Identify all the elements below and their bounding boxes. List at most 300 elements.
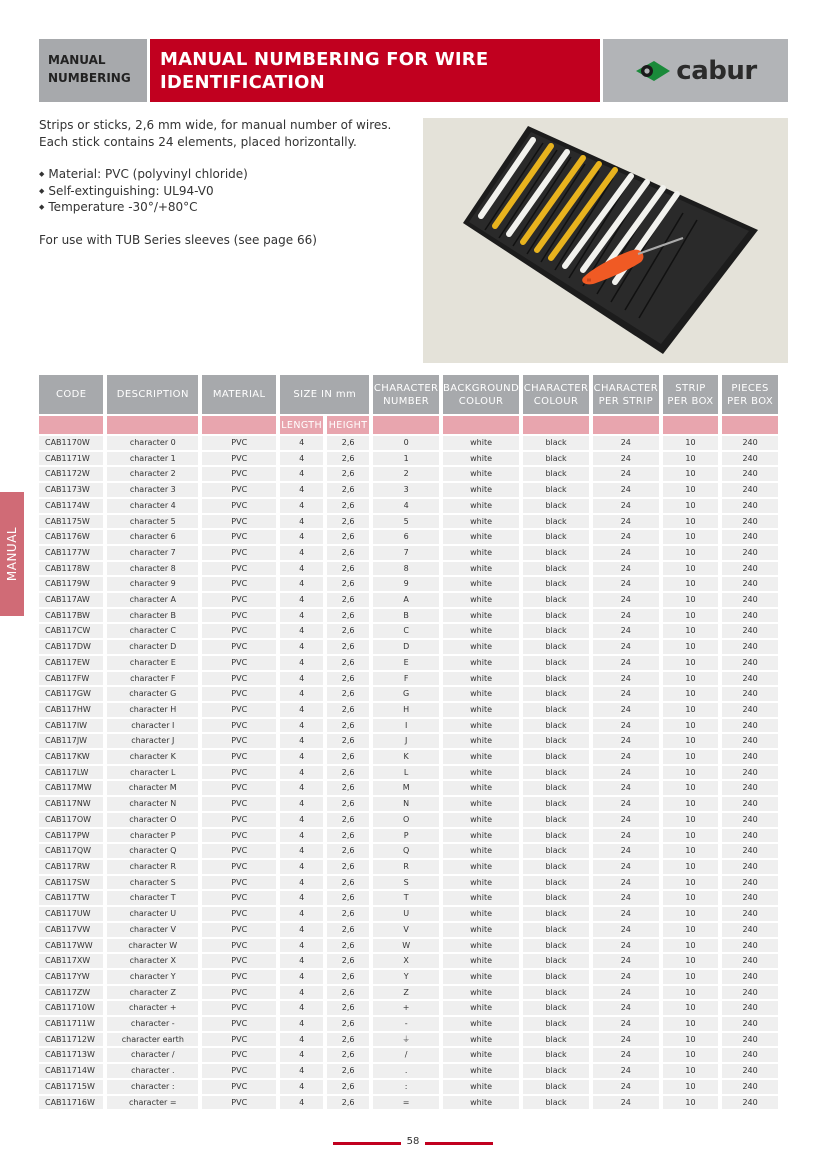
cell-length: 4 (280, 609, 323, 623)
cell-code: CAB11715W (39, 1080, 103, 1094)
cell-material: PVC (202, 766, 276, 780)
cell-strip-per-box: 10 (663, 530, 719, 544)
table-row (39, 703, 778, 717)
cell-pieces-per-box: 240 (722, 923, 778, 937)
page-title (150, 39, 600, 102)
cell-height: 2,6 (327, 923, 369, 937)
cell-length: 4 (280, 719, 323, 733)
cell-character-colour: black (523, 562, 589, 576)
cell-length: 4 (280, 970, 323, 984)
cell-character-per-strip: 24 (593, 577, 659, 591)
section-label-line2: NUMBERING (48, 71, 131, 85)
cell-pieces-per-box: 240 (722, 829, 778, 843)
cell-material: PVC (202, 829, 276, 843)
cell-character-per-strip: 24 (593, 530, 659, 544)
cell-height: 2,6 (327, 1080, 369, 1094)
cell-character-per-strip: 24 (593, 1001, 659, 1015)
cell-background-colour: white (443, 562, 519, 576)
subheader-blank (107, 416, 198, 434)
cell-background-colour: white (443, 467, 519, 481)
cell-material: PVC (202, 813, 276, 827)
cell-description: character E (107, 656, 198, 670)
table-row (39, 829, 778, 843)
cell-character-colour: black (523, 781, 589, 795)
cell-character-colour: black (523, 640, 589, 654)
col-header-description: DESCRIPTION (107, 375, 198, 414)
cell-description: character W (107, 939, 198, 953)
cell-character-per-strip: 24 (593, 1064, 659, 1078)
cell-material: PVC (202, 939, 276, 953)
cell-code: CAB117PW (39, 829, 103, 843)
table-row (39, 781, 778, 795)
col-header-character-number-l2: NUMBER (383, 395, 430, 407)
cell-height: 2,6 (327, 954, 369, 968)
cell-height: 2,6 (327, 656, 369, 670)
cell-strip-per-box: 10 (663, 1033, 719, 1047)
cell-character-number: T (373, 891, 439, 905)
cell-description: character 5 (107, 515, 198, 529)
cell-pieces-per-box: 240 (722, 813, 778, 827)
cell-character-number: - (373, 1017, 439, 1031)
footer-rule-right (425, 1142, 493, 1145)
cell-code: CAB117YW (39, 970, 103, 984)
cell-material: PVC (202, 844, 276, 858)
cell-character-per-strip: 24 (593, 891, 659, 905)
cell-code: CAB11713W (39, 1048, 103, 1062)
cell-character-per-strip: 24 (593, 499, 659, 513)
cell-character-number: : (373, 1080, 439, 1094)
cell-material: PVC (202, 577, 276, 591)
cell-character-colour: black (523, 719, 589, 733)
table-row (39, 1048, 778, 1062)
cell-character-per-strip: 24 (593, 766, 659, 780)
cell-pieces-per-box: 240 (722, 844, 778, 858)
product-photo (423, 118, 788, 363)
table-row (39, 766, 778, 780)
cell-height: 2,6 (327, 876, 369, 890)
table-row (39, 562, 778, 576)
cell-pieces-per-box: 240 (722, 891, 778, 905)
cell-character-number: U (373, 907, 439, 921)
table-row (39, 750, 778, 764)
cell-description: character / (107, 1048, 198, 1062)
cell-pieces-per-box: 240 (722, 734, 778, 748)
col-header-character-number-l1: CHARACTER (373, 382, 439, 394)
cell-background-colour: white (443, 1064, 519, 1078)
cell-material: PVC (202, 672, 276, 686)
cell-strip-per-box: 10 (663, 672, 719, 686)
table-row (39, 734, 778, 748)
cell-length: 4 (280, 829, 323, 843)
table-row (39, 624, 778, 638)
cell-background-colour: white (443, 1033, 519, 1047)
cell-height: 2,6 (327, 672, 369, 686)
cell-height: 2,6 (327, 436, 369, 450)
cell-background-colour: white (443, 986, 519, 1000)
brand-area (603, 39, 788, 102)
cell-character-number: 7 (373, 546, 439, 560)
cell-code: CAB1176W (39, 530, 103, 544)
cell-background-colour: white (443, 515, 519, 529)
cell-background-colour: white (443, 656, 519, 670)
cell-length: 4 (280, 1080, 323, 1094)
cell-description: character T (107, 891, 198, 905)
cell-character-number: 0 (373, 436, 439, 450)
cell-character-number: 2 (373, 467, 439, 481)
cell-description: character Z (107, 986, 198, 1000)
cell-height: 2,6 (327, 1064, 369, 1078)
cell-character-colour: black (523, 844, 589, 858)
cell-pieces-per-box: 240 (722, 1033, 778, 1047)
cell-description: character 0 (107, 436, 198, 450)
col-header-pieces-per-box (722, 375, 778, 414)
cell-height: 2,6 (327, 703, 369, 717)
cell-background-colour: white (443, 672, 519, 686)
cell-description: character 2 (107, 467, 198, 481)
cell-material: PVC (202, 734, 276, 748)
cell-character-per-strip: 24 (593, 907, 659, 921)
cell-code: CAB117VW (39, 923, 103, 937)
cell-code: CAB1174W (39, 499, 103, 513)
cell-height: 2,6 (327, 452, 369, 466)
section-label (39, 39, 147, 102)
cell-character-colour: black (523, 515, 589, 529)
cell-length: 4 (280, 876, 323, 890)
table-row (39, 640, 778, 654)
cell-height: 2,6 (327, 624, 369, 638)
cell-material: PVC (202, 954, 276, 968)
table-row (39, 907, 778, 921)
cell-pieces-per-box: 240 (722, 939, 778, 953)
cell-pieces-per-box: 240 (722, 546, 778, 560)
cell-material: PVC (202, 640, 276, 654)
feature-temperature: ◆ Temperature -30°/+80°C (39, 199, 411, 216)
cell-length: 4 (280, 499, 323, 513)
cell-height: 2,6 (327, 499, 369, 513)
cell-strip-per-box: 10 (663, 1064, 719, 1078)
table-row (39, 1017, 778, 1031)
col-header-height: HEIGHT (327, 416, 369, 434)
cell-code: CAB117SW (39, 876, 103, 890)
cell-description: character : (107, 1080, 198, 1094)
cell-material: PVC (202, 499, 276, 513)
cell-character-per-strip: 24 (593, 1048, 659, 1062)
cell-code: CAB117HW (39, 703, 103, 717)
cell-height: 2,6 (327, 719, 369, 733)
cell-pieces-per-box: 240 (722, 1080, 778, 1094)
cell-pieces-per-box: 240 (722, 499, 778, 513)
cell-strip-per-box: 10 (663, 1017, 719, 1031)
col-header-character-number (373, 375, 439, 414)
cell-length: 4 (280, 797, 323, 811)
col-header-pieces-per-box-l1: PIECES (731, 382, 769, 394)
cell-description: character earth (107, 1033, 198, 1047)
cell-background-colour: white (443, 624, 519, 638)
cell-character-number: Q (373, 844, 439, 858)
cell-character-colour: black (523, 907, 589, 921)
cell-material: PVC (202, 562, 276, 576)
cell-material: PVC (202, 1080, 276, 1094)
cell-length: 4 (280, 781, 323, 795)
cell-code: CAB117MW (39, 781, 103, 795)
cell-background-colour: white (443, 891, 519, 905)
cell-character-per-strip: 24 (593, 687, 659, 701)
cell-length: 4 (280, 640, 323, 654)
cell-code: CAB117GW (39, 687, 103, 701)
cell-length: 4 (280, 954, 323, 968)
table-row (39, 954, 778, 968)
cell-pieces-per-box: 240 (722, 515, 778, 529)
cell-character-number: 6 (373, 530, 439, 544)
cell-description: character S (107, 876, 198, 890)
cell-material: PVC (202, 1096, 276, 1110)
table-row (39, 719, 778, 733)
cell-material: PVC (202, 1017, 276, 1031)
cell-description: character F (107, 672, 198, 686)
cell-length: 4 (280, 766, 323, 780)
cell-strip-per-box: 10 (663, 844, 719, 858)
cell-character-per-strip: 24 (593, 467, 659, 481)
cell-strip-per-box: 10 (663, 876, 719, 890)
cell-strip-per-box: 10 (663, 703, 719, 717)
cell-height: 2,6 (327, 562, 369, 576)
cell-length: 4 (280, 562, 323, 576)
table-row (39, 546, 778, 560)
cell-length: 4 (280, 939, 323, 953)
cell-strip-per-box: 10 (663, 750, 719, 764)
cell-material: PVC (202, 860, 276, 874)
cell-material: PVC (202, 797, 276, 811)
cell-height: 2,6 (327, 546, 369, 560)
cell-character-per-strip: 24 (593, 986, 659, 1000)
cell-code: CAB117AW (39, 593, 103, 607)
cell-background-colour: white (443, 750, 519, 764)
cell-character-colour: black (523, 483, 589, 497)
cell-character-number: A (373, 593, 439, 607)
col-header-pieces-per-box-l2: PER BOX (727, 395, 774, 407)
cell-code: CAB117CW (39, 624, 103, 638)
subheader-blank (593, 416, 659, 434)
cell-strip-per-box: 10 (663, 687, 719, 701)
col-header-material: MATERIAL (202, 375, 276, 414)
cell-background-colour: white (443, 703, 519, 717)
cell-strip-per-box: 10 (663, 891, 719, 905)
cell-character-number: Z (373, 986, 439, 1000)
cell-length: 4 (280, 860, 323, 874)
subheader-blank (663, 416, 719, 434)
cell-character-per-strip: 24 (593, 1080, 659, 1094)
subheader-blank (39, 416, 103, 434)
cell-description: character 4 (107, 499, 198, 513)
cell-material: PVC (202, 1064, 276, 1078)
cell-character-number: 8 (373, 562, 439, 576)
subheader-blank (443, 416, 519, 434)
cell-character-number: R (373, 860, 439, 874)
cell-strip-per-box: 10 (663, 515, 719, 529)
cell-length: 4 (280, 1033, 323, 1047)
cell-length: 4 (280, 452, 323, 466)
section-label-line1: MANUAL (48, 53, 106, 67)
cell-pieces-per-box: 240 (722, 640, 778, 654)
cell-length: 4 (280, 546, 323, 560)
cell-background-colour: white (443, 860, 519, 874)
cell-strip-per-box: 10 (663, 656, 719, 670)
cell-strip-per-box: 10 (663, 1080, 719, 1094)
cell-character-per-strip: 24 (593, 954, 659, 968)
cell-code: CAB11716W (39, 1096, 103, 1110)
cell-character-number: 9 (373, 577, 439, 591)
cell-pieces-per-box: 240 (722, 1048, 778, 1062)
table-row (39, 876, 778, 890)
cell-character-per-strip: 24 (593, 734, 659, 748)
cell-length: 4 (280, 593, 323, 607)
cell-length: 4 (280, 483, 323, 497)
cell-height: 2,6 (327, 640, 369, 654)
cell-height: 2,6 (327, 609, 369, 623)
cell-character-per-strip: 24 (593, 970, 659, 984)
cell-height: 2,6 (327, 860, 369, 874)
cell-length: 4 (280, 467, 323, 481)
cell-height: 2,6 (327, 593, 369, 607)
cell-background-colour: white (443, 876, 519, 890)
cell-description: character 6 (107, 530, 198, 544)
cell-character-per-strip: 24 (593, 452, 659, 466)
cell-length: 4 (280, 813, 323, 827)
cell-description: character Y (107, 970, 198, 984)
cell-background-colour: white (443, 734, 519, 748)
cell-height: 2,6 (327, 891, 369, 905)
cell-character-colour: black (523, 499, 589, 513)
cell-code: CAB117OW (39, 813, 103, 827)
cell-strip-per-box: 10 (663, 1096, 719, 1110)
cell-background-colour: white (443, 452, 519, 466)
cell-character-colour: black (523, 891, 589, 905)
cell-code: CAB1171W (39, 452, 103, 466)
table-row (39, 986, 778, 1000)
cell-length: 4 (280, 672, 323, 686)
cell-description: character B (107, 609, 198, 623)
cell-strip-per-box: 10 (663, 766, 719, 780)
col-header-character-per-strip (593, 375, 659, 414)
cell-length: 4 (280, 1017, 323, 1031)
cell-description: character V (107, 923, 198, 937)
cell-background-colour: white (443, 577, 519, 591)
cell-description: character I (107, 719, 198, 733)
cell-background-colour: white (443, 844, 519, 858)
table-row (39, 609, 778, 623)
cell-pieces-per-box: 240 (722, 452, 778, 466)
cell-code: CAB11711W (39, 1017, 103, 1031)
cell-height: 2,6 (327, 844, 369, 858)
cell-pieces-per-box: 240 (722, 1001, 778, 1015)
cell-character-number: 4 (373, 499, 439, 513)
cell-strip-per-box: 10 (663, 593, 719, 607)
cell-character-colour: black (523, 452, 589, 466)
table-row (39, 1033, 778, 1047)
cell-character-number: W (373, 939, 439, 953)
cell-height: 2,6 (327, 515, 369, 529)
cell-character-per-strip: 24 (593, 860, 659, 874)
cell-material: PVC (202, 891, 276, 905)
page-title-line2: IDENTIFICATION (160, 72, 325, 93)
table-row (39, 813, 778, 827)
cell-character-number: 1 (373, 452, 439, 466)
cell-background-colour: white (443, 719, 519, 733)
cell-pieces-per-box: 240 (722, 766, 778, 780)
cell-length: 4 (280, 515, 323, 529)
cell-character-per-strip: 24 (593, 546, 659, 560)
col-header-background-colour-l1: BACKGROUND (443, 382, 520, 394)
cell-pieces-per-box: 240 (722, 483, 778, 497)
cell-height: 2,6 (327, 781, 369, 795)
subheader-blank (523, 416, 589, 434)
cell-strip-per-box: 10 (663, 499, 719, 513)
col-header-character-colour-l2: COLOUR (533, 395, 579, 407)
col-header-character-per-strip-l1: CHARACTER (593, 382, 659, 394)
cell-height: 2,6 (327, 970, 369, 984)
cell-description: character N (107, 797, 198, 811)
cell-character-colour: black (523, 546, 589, 560)
cell-character-per-strip: 24 (593, 923, 659, 937)
cell-pieces-per-box: 240 (722, 687, 778, 701)
cell-length: 4 (280, 923, 323, 937)
cell-height: 2,6 (327, 530, 369, 544)
cell-character-number: . (373, 1064, 439, 1078)
cell-background-colour: white (443, 687, 519, 701)
cell-character-colour: black (523, 829, 589, 843)
cell-character-colour: black (523, 970, 589, 984)
cell-character-colour: black (523, 1001, 589, 1015)
cell-code: CAB117RW (39, 860, 103, 874)
cell-strip-per-box: 10 (663, 986, 719, 1000)
cell-character-number: C (373, 624, 439, 638)
cell-character-colour: black (523, 1064, 589, 1078)
table-row (39, 593, 778, 607)
cell-background-colour: white (443, 1001, 519, 1015)
table-row (39, 844, 778, 858)
cell-description: character 8 (107, 562, 198, 576)
table-body (39, 436, 778, 1109)
cell-strip-per-box: 10 (663, 1001, 719, 1015)
cell-strip-per-box: 10 (663, 1048, 719, 1062)
cell-character-number: F (373, 672, 439, 686)
cell-length: 4 (280, 844, 323, 858)
cell-description: character M (107, 781, 198, 795)
cell-character-number: D (373, 640, 439, 654)
cell-character-per-strip: 24 (593, 672, 659, 686)
cell-length: 4 (280, 891, 323, 905)
cell-pieces-per-box: 240 (722, 436, 778, 450)
cell-character-colour: black (523, 609, 589, 623)
cell-description: character 9 (107, 577, 198, 591)
cell-strip-per-box: 10 (663, 939, 719, 953)
cell-description: character L (107, 766, 198, 780)
cell-character-colour: black (523, 860, 589, 874)
cell-pieces-per-box: 240 (722, 467, 778, 481)
cell-character-colour: black (523, 624, 589, 638)
cell-strip-per-box: 10 (663, 970, 719, 984)
side-section-tab (0, 492, 24, 616)
cell-description: character - (107, 1017, 198, 1031)
cell-length: 4 (280, 624, 323, 638)
cell-height: 2,6 (327, 750, 369, 764)
page-footer (333, 1133, 493, 1153)
cell-code: CAB11714W (39, 1064, 103, 1078)
table-row (39, 499, 778, 513)
cell-code: CAB117IW (39, 719, 103, 733)
cell-character-per-strip: 24 (593, 719, 659, 733)
cell-character-colour: black (523, 876, 589, 890)
